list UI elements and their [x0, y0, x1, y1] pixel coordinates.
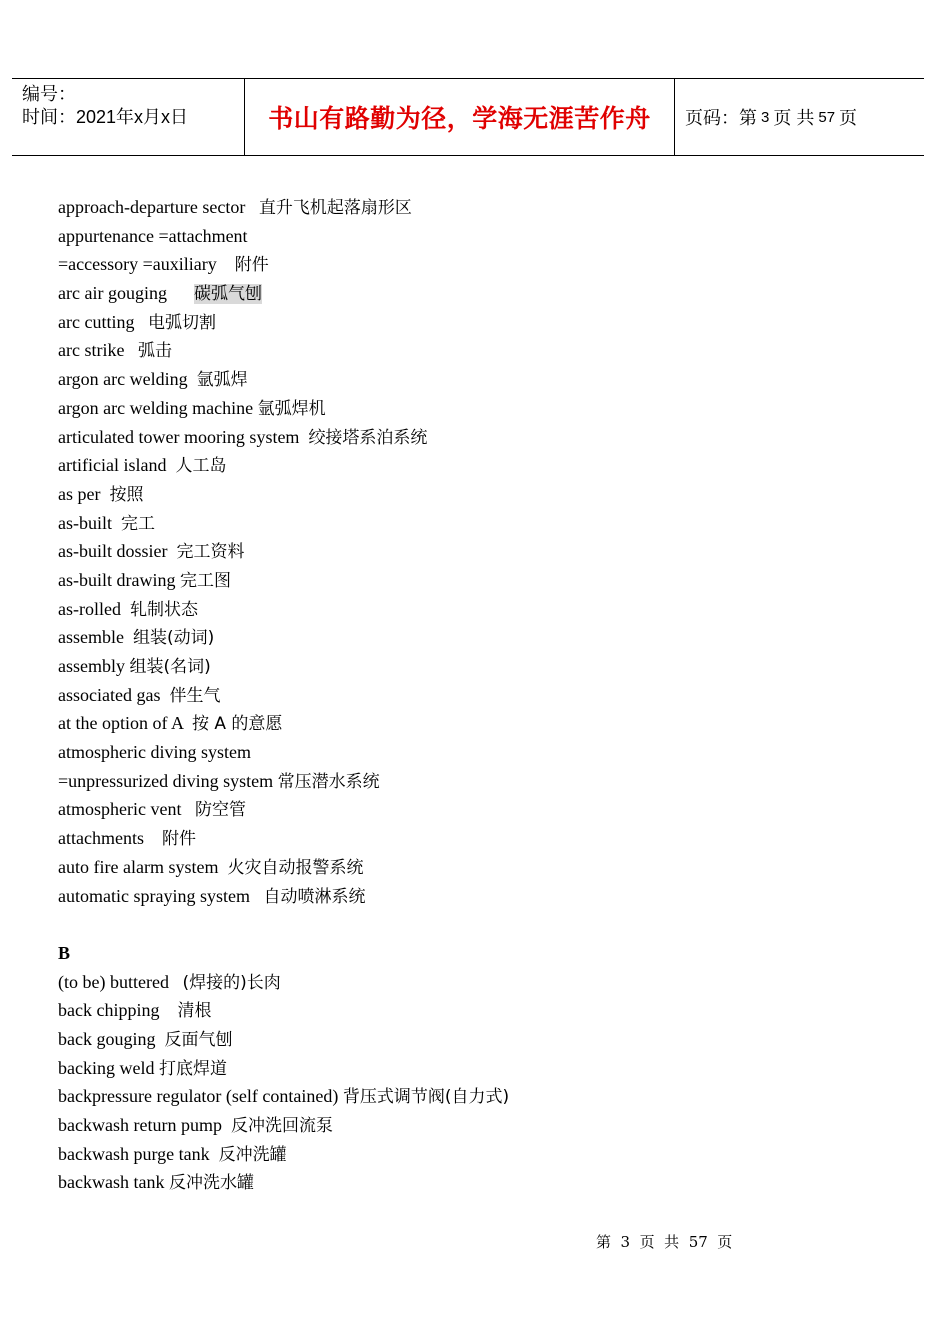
glossary-entry: [58, 595, 908, 624]
term-chinese: 组装(动词): [132, 628, 215, 649]
glossary-entry: [58, 193, 908, 222]
term-english: as-built drawing: [58, 569, 180, 590]
glossary-entry: [58, 767, 908, 796]
page-indicator: [675, 79, 924, 155]
term-chinese: 人工岛: [175, 456, 227, 477]
term-chinese: 弧击: [137, 341, 172, 362]
glossary-entry: [58, 1054, 908, 1083]
glossary-list-b: [58, 968, 908, 1198]
motto: 书山有路勤为径，学海无涯苦作舟: [268, 104, 651, 133]
page-mid: 页 共: [773, 108, 815, 128]
term-chinese: 按 A 的意愿: [192, 714, 283, 735]
glossary-entry: [58, 1082, 908, 1111]
term-chinese: 轧制状态: [129, 599, 198, 620]
page-footer: 第 3 页 共 57 页: [596, 1233, 733, 1251]
glossary-entry: [58, 709, 908, 738]
term-english: automatic spraying system: [58, 885, 264, 906]
page-header: [12, 78, 924, 156]
glossary-entry: [58, 336, 908, 365]
term-english: (to be) buttered: [58, 971, 183, 992]
glossary-list-a: [58, 193, 908, 910]
glossary-entry: [58, 537, 908, 566]
glossary-entry: [58, 681, 908, 710]
term-english: associated gas: [58, 684, 170, 705]
glossary-entry: [58, 222, 908, 251]
glossary-content: [58, 193, 908, 1197]
term-chinese: 完工图: [179, 570, 231, 591]
glossary-entry: [58, 623, 908, 652]
term-chinese: 反面气刨: [164, 1029, 233, 1050]
term-chinese: 反冲洗水罐: [168, 1173, 254, 1194]
glossary-entry: [58, 365, 908, 394]
term-chinese: 直升飞机起落扇形区: [258, 198, 412, 218]
term-chinese: 常压潜水系统: [277, 771, 380, 792]
term-english: backing weld: [58, 1057, 159, 1078]
page-suffix: 页: [839, 108, 858, 128]
glossary-entry: [58, 1111, 908, 1140]
glossary-entry: [58, 308, 908, 337]
glossary-entry: [58, 451, 908, 480]
term-chinese: 电弧切割: [147, 312, 216, 333]
term-english: auto fire alarm system: [58, 856, 228, 877]
term-chinese: 附件: [234, 255, 269, 276]
term-chinese: 完工资料: [176, 542, 245, 563]
term-chinese: 绞接塔系泊系统: [308, 427, 428, 448]
term-english: approach-departure sector: [58, 197, 259, 217]
glossary-entry: [58, 996, 908, 1025]
glossary-entry: [58, 853, 908, 882]
term-english: backwash purge tank: [58, 1143, 219, 1164]
term-chinese: 背压式调节阀(自力式): [342, 1087, 510, 1108]
term-english: assemble: [58, 627, 133, 648]
term-english: as-built dossier: [58, 541, 177, 562]
glossary-entry: [58, 1168, 908, 1197]
term-english: backwash return pump: [58, 1115, 231, 1135]
glossary-entry: [58, 250, 908, 279]
term-english: as-rolled: [58, 598, 130, 619]
term-chinese: 按照: [109, 484, 144, 505]
time-text: 时间：2021年x月x日: [22, 107, 189, 127]
term-english: articulated tower mooring system: [58, 426, 309, 447]
term-chinese: 火灾自动报警系统: [227, 857, 364, 878]
term-english: back gouging: [58, 1028, 165, 1049]
glossary-entry: [58, 423, 908, 452]
term-english: arc strike: [58, 340, 138, 361]
term-english: attachments: [58, 828, 162, 849]
term-chinese: 反冲洗罐: [218, 1144, 287, 1165]
glossary-entry: [58, 566, 908, 595]
glossary-entry: [58, 824, 908, 853]
glossary-entry: [58, 738, 908, 767]
term-english: at the option of A: [58, 713, 192, 734]
term-english: arc cutting: [58, 311, 148, 332]
glossary-entry: [58, 1025, 908, 1054]
term-chinese: 附件: [161, 829, 196, 850]
term-chinese: 完工: [121, 513, 155, 534]
term-english: argon arc welding: [58, 369, 197, 390]
term-english: assembly: [58, 656, 130, 676]
term-chinese: 自动喷淋系统: [263, 886, 366, 907]
term-chinese: 氩弧焊机: [257, 398, 326, 419]
term-chinese: 打底焊道: [158, 1058, 227, 1079]
term-english: =unpressurized diving system: [58, 770, 278, 791]
term-english: artificial island: [58, 455, 176, 476]
glossary-entry: [58, 652, 908, 681]
glossary-entry: [58, 394, 908, 423]
term-chinese: 碳弧气刨: [193, 284, 262, 305]
term-english: backwash tank: [58, 1172, 169, 1193]
term-chinese: (焊接的)长肉: [182, 972, 281, 993]
header-meta: [12, 79, 244, 155]
term-english: atmospheric vent: [58, 799, 195, 820]
section-spacer: [58, 910, 908, 939]
term-chinese: 清根: [177, 1001, 212, 1022]
glossary-entry: [58, 968, 908, 997]
glossary-entry: [58, 279, 908, 308]
term-english: arc air gouging: [58, 283, 194, 304]
glossary-entry: [58, 1140, 908, 1169]
term-english: backpressure regulator (self contained): [58, 1086, 343, 1107]
glossary-entry: [58, 480, 908, 509]
glossary-entry: [58, 509, 908, 538]
term-english: as-built: [58, 512, 121, 533]
serial-label: 编号：: [22, 84, 76, 104]
term-english: argon arc welding machine: [58, 397, 258, 418]
page-current: 3: [761, 108, 770, 126]
page-total: 57: [818, 108, 836, 126]
term-chinese: 组装(名词): [129, 657, 211, 677]
term-chinese: 伴生气: [169, 685, 221, 706]
header-motto-cell: [244, 79, 675, 155]
term-english: appurtenance =attachment: [58, 225, 248, 246]
page-prefix: 页码：第: [685, 108, 757, 128]
glossary-entry: [58, 882, 908, 911]
term-english: back chipping: [58, 1000, 178, 1021]
term-chinese: 防空管: [194, 800, 246, 821]
term-english: as per: [58, 483, 110, 504]
section-heading-b: B: [58, 942, 71, 963]
term-chinese: 反冲洗回流泵: [230, 1116, 333, 1136]
term-english: =accessory =auxiliary: [58, 254, 235, 275]
glossary-entry: [58, 795, 908, 824]
term-english: atmospheric diving system: [58, 742, 251, 763]
term-chinese: 氩弧焊: [196, 370, 248, 391]
